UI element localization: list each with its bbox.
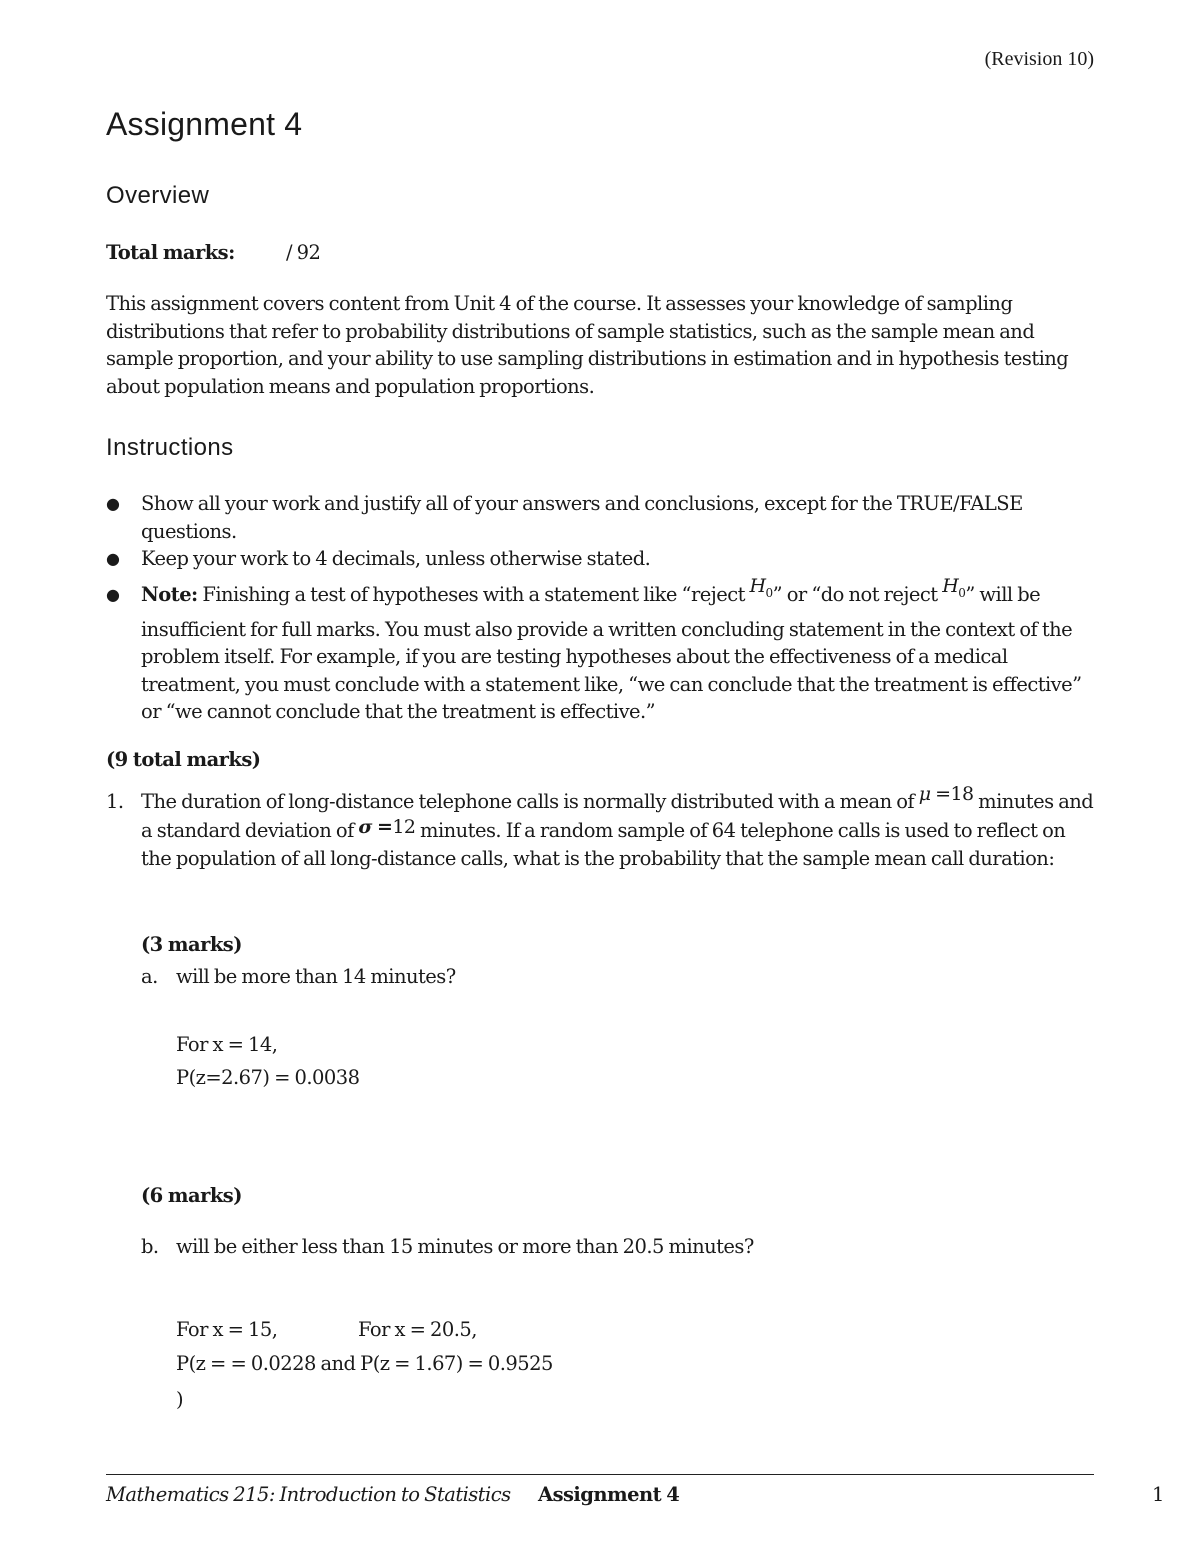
part-b-work-line1b: For x = 20.5, [358, 1318, 477, 1341]
note-text-part3: ” will be insufficient for full marks. You must also provide a written concluding statement in the context of the problem itself. For example, if you are testing hypotheses about the effectiveness of a medical treatment, you must conclude with a statement like, “we can conclude that the treatment is effective” or “we cannot conclude that the treatment is effective.” [141, 582, 1082, 724]
instruction-item [106, 574, 1096, 726]
page-title: Assignment 4 [106, 106, 303, 142]
instruction-text-2: Keep your work to 4 decimals, unless otherwise stated. [141, 547, 651, 570]
sigma-equals: = [376, 815, 393, 838]
bullet-icon: ● [106, 584, 120, 604]
part-b-work-line3: ) [176, 1388, 184, 1411]
revision-label: (Revision 10) [984, 48, 1094, 70]
sigma-symbol: σ [358, 815, 372, 838]
part-b-marks: (6 marks) [141, 1184, 242, 1207]
h0-letter: H [942, 574, 959, 597]
h0-subscript: 0 [765, 585, 773, 600]
question1-text [141, 783, 1096, 873]
footer-course-title: Mathematics 215: Introduction to Statistics [106, 1483, 511, 1506]
sigma-equation [358, 816, 415, 838]
part-b-work-line1a: For x = 15, [176, 1318, 278, 1341]
question1-text-part1: The duration of long-distance telephone calls is normally distributed with a mean of [141, 790, 919, 813]
instructions-heading: Instructions [106, 434, 234, 461]
mu-symbol: μ [918, 783, 931, 805]
instruction-item [106, 545, 1096, 573]
part-a-work-line2: P(z=2.67) = 0.0038 [176, 1066, 360, 1089]
instruction-text-1: Show all your work and justify all of your answers and conclusions, except for the TRUE/FALSE questions. [141, 492, 1023, 543]
part-a-question: will be more than 14 minutes? [176, 965, 456, 988]
overview-description [106, 290, 1096, 400]
mu-equals: = [935, 783, 951, 805]
h0-letter: H [749, 574, 766, 597]
note-text-part2: ” or “do not reject [772, 582, 943, 606]
instructions-list [106, 490, 1096, 726]
bullet-icon: ● [106, 494, 120, 513]
total-marks-label: Total marks: [106, 241, 235, 264]
overview-heading: Overview [106, 182, 210, 209]
h0-symbol [942, 574, 966, 600]
part-b-question: will be either less than 15 minutes or more than 20.5 minutes? [176, 1235, 754, 1258]
instruction-item [106, 490, 1096, 545]
note-text-part1: Finishing a test of hypotheses with a statement like “reject [197, 582, 750, 606]
bullet-icon: ● [106, 549, 120, 568]
question1-number: 1. [106, 790, 124, 813]
question1-text-part2: minutes and a standard deviation of [141, 790, 1094, 842]
part-b-label: b. [141, 1235, 159, 1258]
part-b-work-line2: P(z = = 0.0228 and P(z = 1.67) = 0.9525 [176, 1352, 553, 1375]
overview-description-text: This assignment covers content from Unit 4 of the course. It assesses your knowledge of sampling distributions that refer to probability distributions of sample statistics, such as the sample mean and sample proportion, and your ability to use sampling distributions in estimation and in hypothesis testing about population means and population proportions. [106, 292, 1069, 398]
part-a-label: a. [141, 965, 158, 988]
sigma-value: 12 [392, 815, 416, 838]
part-a-marks: (3 marks) [141, 933, 242, 956]
question1-text-part3: minutes. If a random sample of 64 telephone calls is used to reflect on the population of all long-distance calls, what is the probability that the sample mean call duration: [141, 818, 1066, 870]
part-a-work-line1: For x = 14, [176, 1033, 278, 1056]
mu-equation [919, 783, 974, 805]
h0-subscript: 0 [958, 585, 966, 600]
footer-assignment-label: Assignment 4 [538, 1483, 680, 1506]
footer-page-number: 1 [1152, 1483, 1164, 1506]
question1-total-marks: (9 total marks) [106, 748, 261, 771]
h0-symbol [749, 574, 773, 600]
footer-divider [106, 1474, 1094, 1475]
note-label: Note: [141, 582, 198, 606]
mu-value: 18 [950, 783, 974, 805]
total-marks-value: / 92 [286, 241, 321, 264]
